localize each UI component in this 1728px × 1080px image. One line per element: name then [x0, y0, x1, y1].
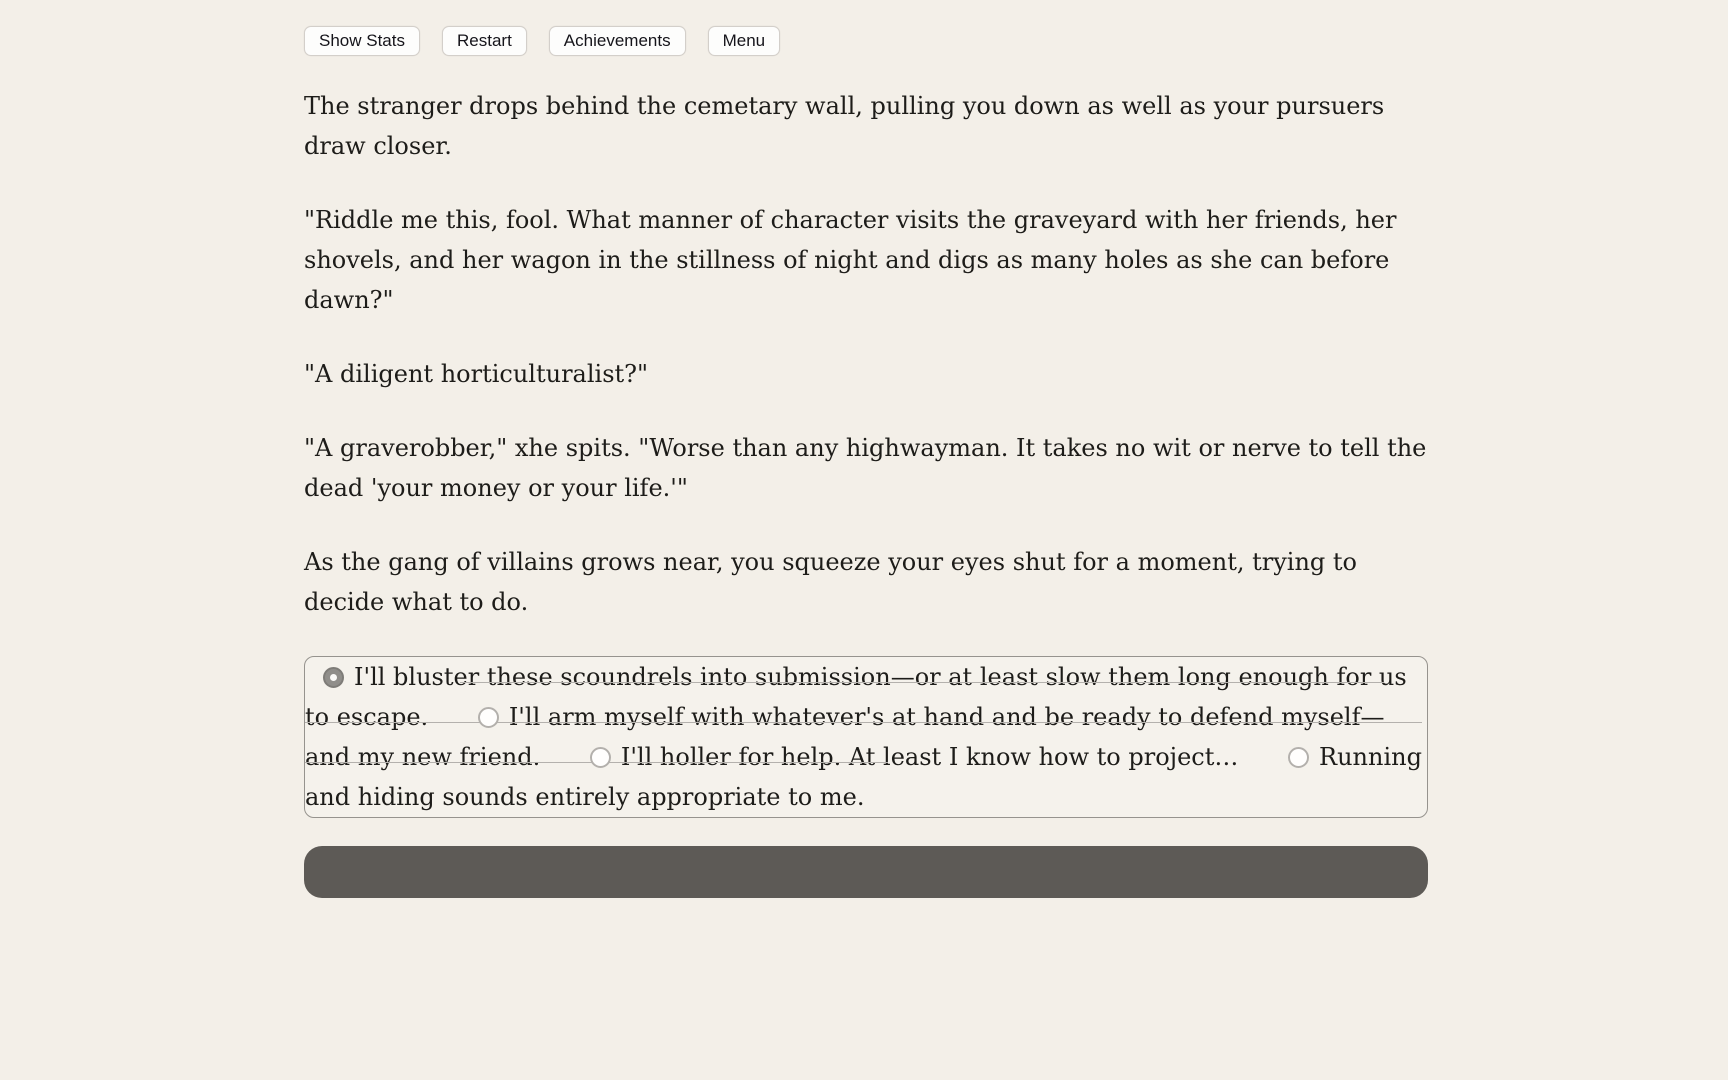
story-paragraph: "Riddle me this, fool. What manner of character visits the graveyard with her friends, her shovels, and her wagon in the stillness of night and digs as many holes as she can before dawn?" [304, 206, 1397, 314]
toolbar [304, 26, 1428, 56]
choice-list [304, 656, 1428, 818]
choice-option-label: Running and hiding sounds entirely appropriate to me. [305, 743, 1422, 811]
story-text [304, 86, 1428, 622]
next-button[interactable] [304, 846, 1428, 898]
toolbar-button[interactable]: Achievements [549, 26, 686, 56]
radio-button-icon[interactable] [323, 667, 344, 688]
toolbar-button[interactable]: Show Stats [304, 26, 420, 56]
radio-button-icon[interactable] [478, 707, 499, 728]
story-paragraph: "A graverobber," xhe spits. "Worse than any highwayman. It takes no wit or nerve to tell the dead 'your money or your life.'" [304, 434, 1427, 502]
choice-option-label: I'll holler for help. At least I know how to project… [620, 743, 1239, 771]
story-paragraph: "A diligent horticulturalist?" [304, 360, 649, 388]
radio-button-icon[interactable] [590, 747, 611, 768]
toolbar-button[interactable]: Menu [708, 26, 781, 56]
choice-option-label: I'll bluster these scoundrels into submission—or at least slow them long enough for us to escape. [305, 663, 1407, 731]
choice-option-label: I'll arm myself with whatever's at hand and be ready to defend myself—and my new friend. [305, 703, 1385, 771]
game-content [304, 0, 1428, 901]
toolbar-button[interactable]: Restart [442, 26, 527, 56]
story-paragraph: As the gang of villains grows near, you squeeze your eyes shut for a moment, trying to decide what to do. [304, 548, 1357, 616]
radio-button-icon[interactable] [1288, 747, 1309, 768]
story-paragraph: The stranger drops behind the cemetary wall, pulling you down as well as your pursuers draw closer. [304, 92, 1385, 160]
